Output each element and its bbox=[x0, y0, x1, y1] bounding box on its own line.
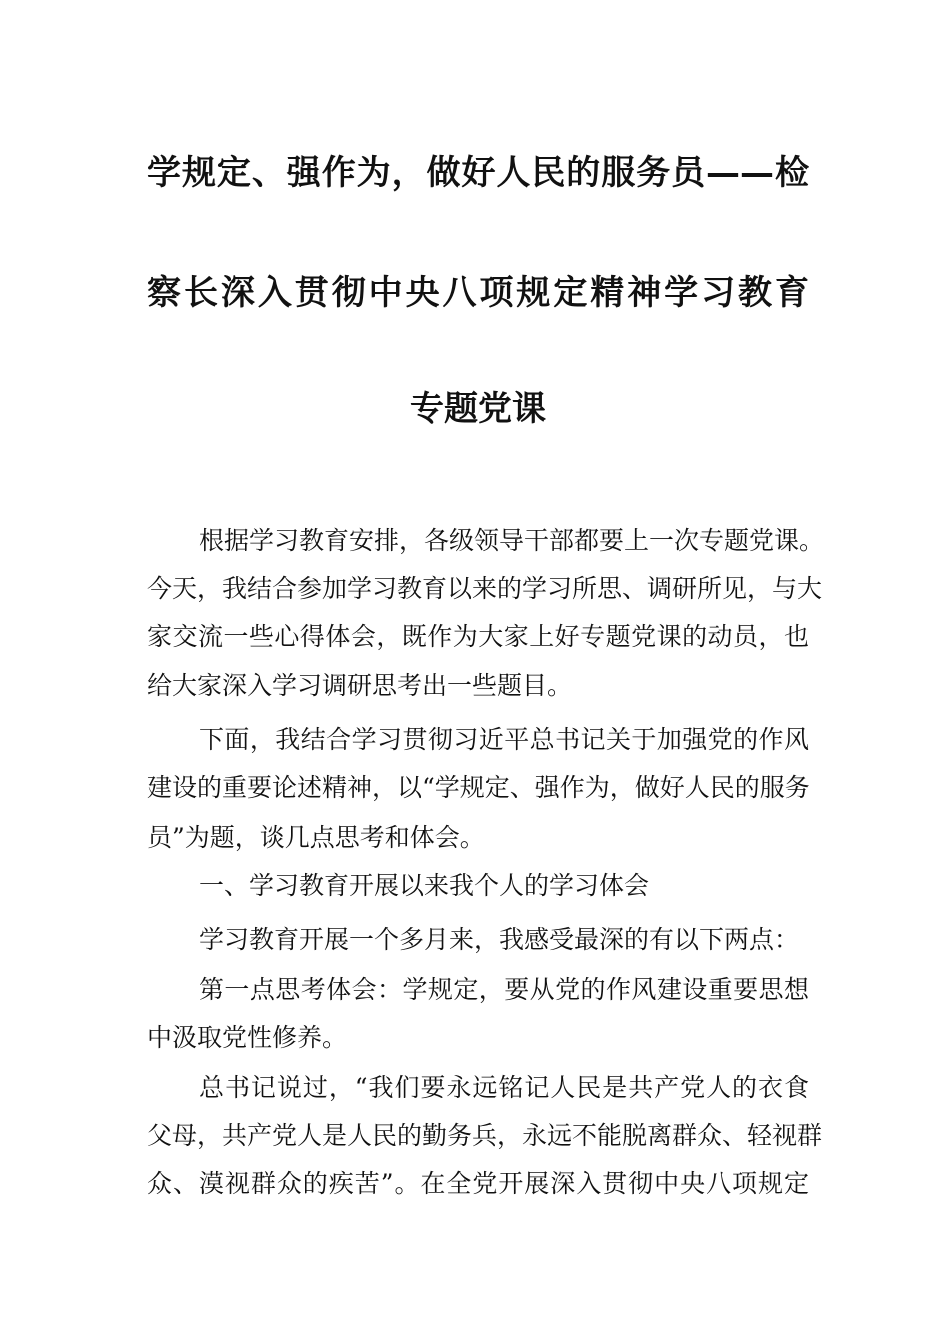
paragraph-line: 总书记说过，“我们要永远铭记人民是共产党人的衣食 bbox=[199, 1073, 809, 1102]
paragraph-line: 给大家深入学习调研思考出一些题目。 bbox=[147, 671, 573, 700]
paragraph-line: 员”为题，谈几点思考和体会。 bbox=[147, 823, 485, 852]
section-heading: 一、学习教育开展以来我个人的学习体会 bbox=[199, 871, 650, 900]
paragraph-line: 家交流一些心得体会，既作为大家上好专题党课的动员，也 bbox=[147, 622, 809, 651]
paragraph-line: 下面，我结合学习贯彻习近平总书记关于加强党的作风 bbox=[199, 725, 809, 754]
document-title-line-3: 专题党课 bbox=[410, 389, 546, 429]
paragraph-line: 中汲取党性修养。 bbox=[147, 1023, 348, 1052]
paragraph-line: 学习教育开展一个多月来，我感受最深的有以下两点： bbox=[199, 925, 800, 954]
paragraph-line: 根据学习教育安排，各级领导干部都要上一次专题党课。 bbox=[199, 526, 825, 555]
document-title-line-1: 学规定、强作为，做好人民的服务员——检 bbox=[147, 153, 809, 193]
paragraph-line: 众、漠视群众的疾苦”。在全党开展深入贯彻中央八项规定 bbox=[147, 1169, 809, 1198]
paragraph-line: 父母，共产党人是人民的勤务兵，永远不能脱离群众、轻视群 bbox=[147, 1121, 823, 1150]
paragraph-line: 建设的重要论述精神，以“学规定、强作为，做好人民的服务 bbox=[147, 773, 810, 802]
paragraph-line: 今天，我结合参加学习教育以来的学习所思、调研所见，与大 bbox=[147, 574, 823, 603]
paragraph-line: 第一点思考体会：学规定，要从党的作风建设重要思想 bbox=[199, 975, 809, 1004]
document-title-line-2: 察长深入贯彻中央八项规定精神学习教育 bbox=[147, 273, 809, 313]
